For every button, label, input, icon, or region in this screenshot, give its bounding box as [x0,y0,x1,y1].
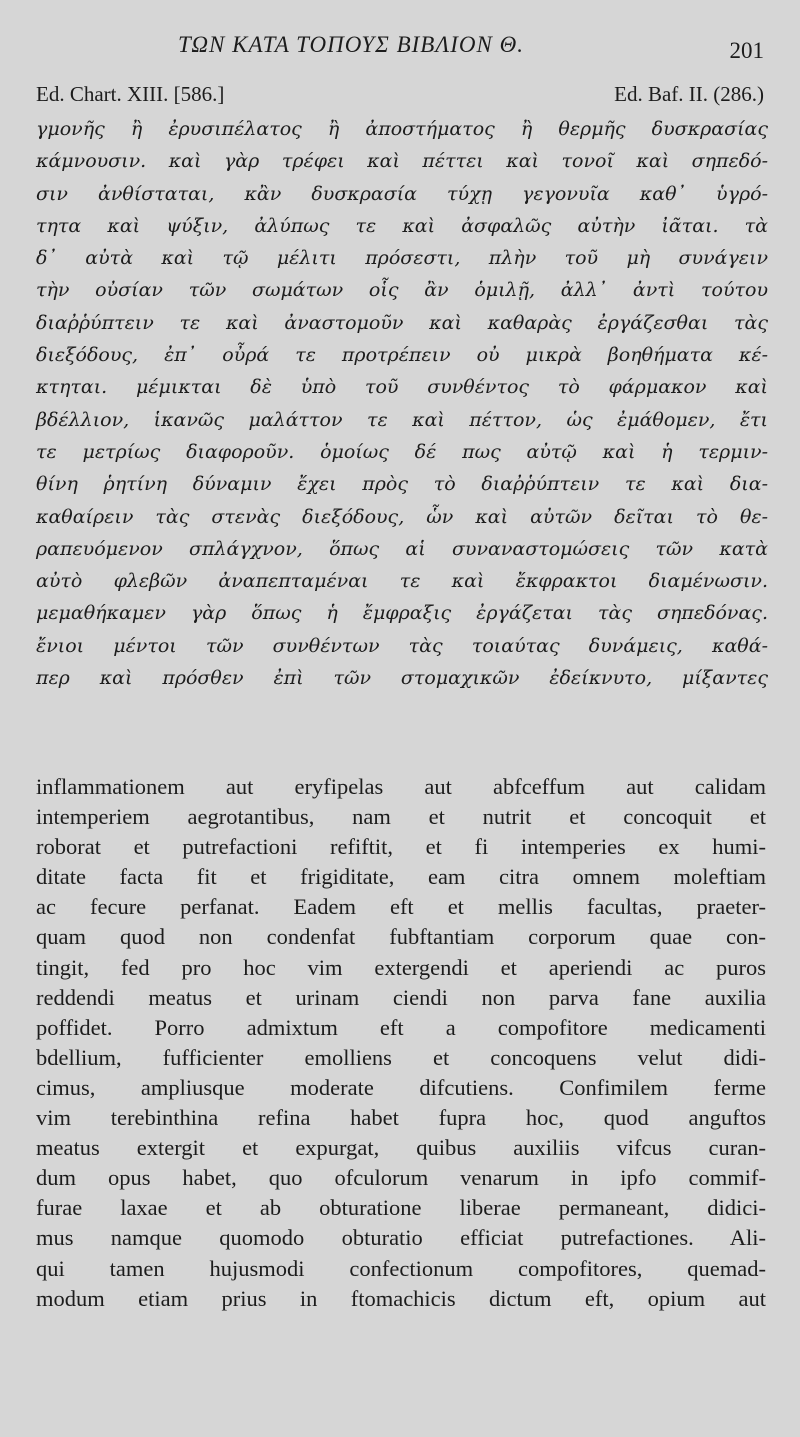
greek-line: κτηται. μέμικται δὲ ὑπὸ τοῦ συνθέντος τὸ φάρμακον καὶ [36,376,768,399]
greek-text-block [36,113,768,694]
greek-line: καθαίρειν τὰς στενὰς διεξόδους, ὧν καὶ αὐτῶν δεῖται τὸ θε- [36,505,768,528]
latin-line: vim terebinthina refina habet fupra hoc, quod anguftos [36,1105,766,1131]
greek-line: μεμαθήκαμεν γὰρ ὅπως ἡ ἔμφραξις ἐργάζεται τὰς σηπεδόνας. [36,602,768,625]
edition-reference-basel: Ed. Baf. II. (286.) [614,82,764,106]
latin-line: reddendi meatus et urinam ciendi non parva fane auxilia [36,984,766,1010]
greek-line: ραπευόμενον σπλάγχνον, ὅπως αἱ συναναστομώσεις τῶν κατὰ [36,537,768,560]
greek-line: τε μετρίως διαφοροῦν. ὁμοίως δέ πως αὐτῷ καὶ ἡ τερμιν- [36,440,768,463]
greek-line: γμονῆς ἢ ἐρυσιπέλατος ἢ ἀποστήματος ἢ θερμῆς δυσκρασίας [36,118,768,140]
latin-line: quam quod non condenfat fubftantiam corporum quae con- [36,924,766,950]
greek-line: αὐτὸ φλεβῶν ἀναπεπταμέναι τε καὶ ἔκφρακτοι διαμένωσιν. [36,570,768,593]
latin-line: dum opus habet, quo ofculorum venarum in ipfo commif- [36,1165,766,1191]
latin-line: modum etiam prius in ftomachicis dictum eft, opium aut [36,1285,766,1311]
edition-references [36,82,764,110]
greek-line: περ καὶ πρόσθεν ἐπὶ τῶν στομαχικῶν ἐδείκνυτο, μίξαντες [36,667,768,690]
latin-line: cimus, ampliusque moderate difcutiens. Confimilem ferme [36,1074,766,1100]
greek-line: δ᾽ αὐτὰ καὶ τῷ μέλιτι πρόσεστι, πλὴν τοῦ μὴ συνάγειν [36,247,768,270]
latin-line: ac fecure perfanat. Eadem eft et mellis facultas, praeter- [36,894,766,920]
latin-line: furae laxae et ab obturatione liberae permaneant, didici- [36,1195,766,1221]
latin-line: inflammationem aut eryfipelas aut abfceffum aut calidam [36,774,766,799]
greek-line: τὴν οὐσίαν τῶν σωμάτων οἷς ἂν ὁμιλῇ, ἀλλ᾽ ἀντὶ τούτου [36,279,768,302]
greek-line: βδέλλιον, ἱκανῶς μαλάττον τε καὶ πέττον, ὡς ἐμάθομεν, ἔτι [36,408,768,431]
greek-line: διαῤῥύπτειν τε καὶ ἀναστομοῦν καὶ καθαρὰς ἐργάζεσθαι τὰς [36,311,768,334]
greek-line: τητα καὶ ψύξιν, ἀλύπως τε καὶ ἀσφαλῶς αὐτὴν ἰᾶται. τὰ [36,214,768,237]
greek-line: κάμνουσιν. καὶ γὰρ τρέφει καὶ πέττει καὶ τονοῖ καὶ σηπεδό- [36,150,768,173]
latin-line: ditate facta fit et frigiditate, eam citra omnem moleftiam [36,864,766,890]
greek-line: θίνη ῥητίνη δύναμιν ἔχει πρὸς τὸ διαῤῥύπτειν τε καὶ δια- [36,473,768,496]
latin-line: meatus extergit et expurgat, quibus auxiliis vifcus curan- [36,1135,766,1161]
running-head [0,30,800,64]
running-title: ΤΩΝ ΚΑΤΑ ΤΟΠΟΥΣ ΒΙΒΛΙΟΝ Θ. [178,32,524,57]
latin-line: mus namque quomodo obturatio efficiat putrefactiones. Ali- [36,1225,766,1251]
greek-line: διεξόδους, ἐπ᾽ οὖρά τε προτρέπειν οὐ μικρὰ βοηθήματα κέ- [36,344,768,367]
page-number: 201 [729,38,764,63]
edition-reference-chartier: Ed. Chart. XIII. [586.] [36,82,225,106]
greek-line: σιν ἀνθίσταται, κἂν δυσκρασία τύχῃ γεγονυῖα καθ᾽ ὑγρό- [36,182,768,205]
latin-line: bdellium, fufficienter emolliens et concoquens velut didi- [36,1044,766,1070]
latin-line: poffidet. Porro admixtum eft a compofitore medicamenti [36,1014,766,1040]
greek-line: ἔνιοι μέντοι τῶν συνθέντων τὰς τοιαύτας δυνάμεις, καθά- [36,634,768,657]
latin-line: tingit, fed pro hoc vim extergendi et aperiendi ac puros [36,954,766,980]
latin-line: intemperiem aegrotantibus, nam et nutrit et concoquit et [36,804,766,830]
latin-line: qui tamen hujusmodi confectionum compofitores, quemad- [36,1255,766,1281]
latin-text-block [36,772,766,1314]
latin-line: roborat et putrefactioni refiftit, et fi intemperies ex humi- [36,834,766,860]
